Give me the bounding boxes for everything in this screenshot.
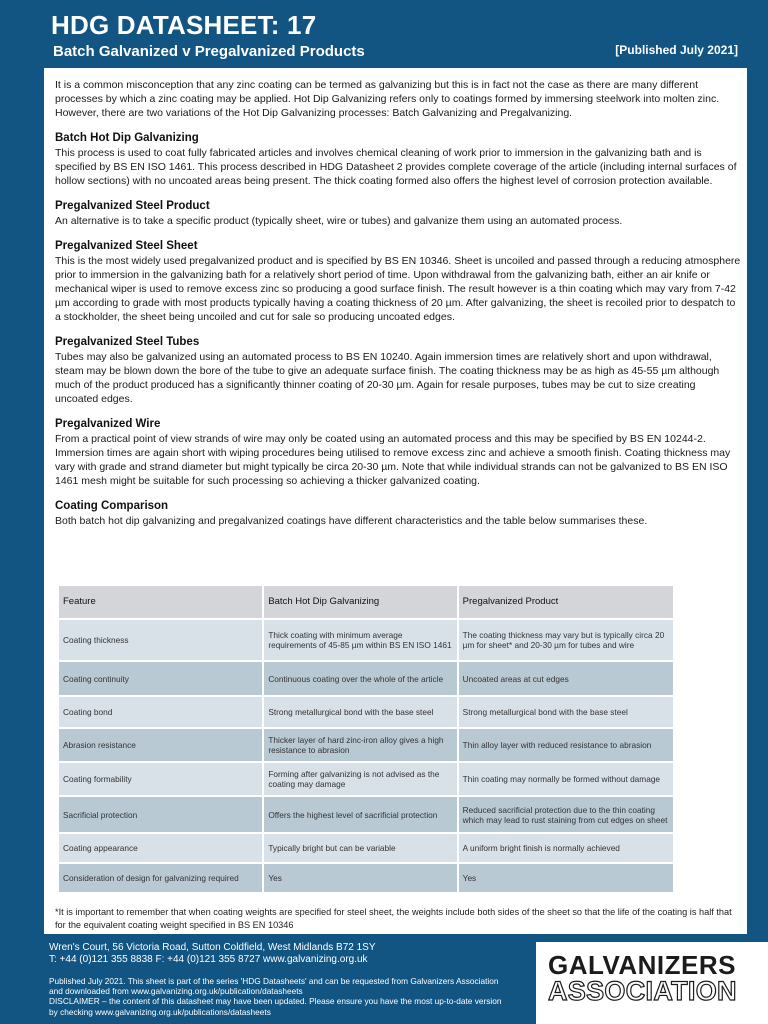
table-cell: A uniform bright finish is normally achieved: [459, 834, 673, 862]
page-header: [0, 0, 768, 68]
table-row: [59, 697, 673, 727]
section-body: This process is used to coat fully fabricated articles and involves chemical cleaning of work prior to immersion in the galvanizing bath and is specified by BS EN ISO 1461. This process described in HDG Datasheet 2 provides complete coverage of the article (including internal surfaces of hollow sections) with no uncoated areas being present. The thick coating formed also offers the highest level of corrosion protection available.: [55, 147, 737, 187]
table-header-row: [59, 586, 673, 618]
table-cell: Thicker layer of hard zinc-iron alloy gives a high resistance to abrasion: [264, 729, 456, 761]
table-header-cell: Pregalvanized Product: [459, 586, 673, 618]
section-pregalvanized-product: [55, 199, 741, 228]
content-panel: [44, 68, 747, 934]
comparison-table: [57, 584, 675, 894]
section-coating-comparison: [55, 499, 741, 528]
table-header-cell: Batch Hot Dip Galvanizing: [264, 586, 456, 618]
footer-contact: T: +44 (0)121 355 8838 F: +44 (0)121 355 8727 www.galvanizing.org.uk: [49, 954, 368, 965]
table-cell: Uncoated areas at cut edges: [459, 662, 673, 695]
table-cell: Thin alloy layer with reduced resistance to abrasion: [459, 729, 673, 761]
table-row: [59, 620, 673, 660]
table-row: [59, 763, 673, 795]
article-body: [55, 78, 741, 528]
table-header-cell: Feature: [59, 586, 262, 618]
comparison-table-wrapper: [57, 584, 671, 894]
footer-address: Wren's Court, 56 Victoria Road, Sutton Coldfield, West Midlands B72 1SY: [49, 942, 376, 953]
section-body: Tubes may also be galvanized using an automated process to BS EN 10240. Again immersion times are relatively short and upon withdrawal, steam may be blown down the bore of the tube to give an adequate surface finish. The coating thickness may be as high as 45-55 µm although much of the product produced has a significantly thinner coating of 20-30 µm. Again for resale purposes, tubes may be cut to size creating uncoated edges.: [55, 351, 720, 405]
section-pregalvanized-wire: [55, 417, 741, 488]
published-note: Published July 2021. This sheet is part of the series 'HDG Datasheets' and can be requested from Galvanizers Association and downloaded from www.galvanizing.org.uk/publication/datasheets: [49, 976, 499, 997]
table-cell: Thin coating may normally be formed without damage: [459, 763, 673, 795]
table-cell: Sacrificial protection: [59, 797, 262, 832]
table-row: [59, 729, 673, 761]
table-cell: Consideration of design for galvanizing required: [59, 864, 262, 892]
table-cell: Yes: [264, 864, 456, 892]
section-body: This is the most widely used pregalvanized product and is specified by BS EN 10346. Sheet is uncoiled and passed through a reducing atmosphere prior to immersion in the galvanizing bath for a relatively short period of time. Upon withdrawal from the galvanizing bath, either an air knife or mechanical wiper is used to remove excess zinc so producing a good surface finish. The result however is a thin coating which may vary from 7-42 µm according to grade with most products typically having a coating thickness of 20 µm. After galvanizing, the sheet is recoiled prior to despatch to a stockholder, the sheet being uncoiled and cut for sale so producing uncoated edges.: [55, 255, 741, 323]
table-cell: Coating bond: [59, 697, 262, 727]
logo-line-1: GALVANIZERS: [548, 950, 736, 980]
table-cell: Coating formability: [59, 763, 262, 795]
table-cell: Strong metallurgical bond with the base steel: [264, 697, 456, 727]
datasheet-subtitle: Batch Galvanized v Pregalvanized Products: [53, 43, 365, 60]
table-cell: The coating thickness may vary but is typically circa 20 µm for sheet* and 20-30 µm for tubes and wire: [459, 620, 673, 660]
table-cell: Typically bright but can be variable: [264, 834, 456, 862]
section-pregalvanized-sheet: [55, 239, 741, 324]
section-heading: Pregalvanized Steel Product: [55, 200, 210, 212]
table-cell: Strong metallurgical bond with the base steel: [459, 697, 673, 727]
table-row: [59, 662, 673, 695]
table-cell: Reduced sacrificial protection due to the thin coating which may lead to rust staining from cut edges on sheet: [459, 797, 673, 832]
footnote: *It is important to remember that when coating weights are specified for steel sheet, the weights include both sides of the sheet so that the life of the coating is half that for the equivalent coating weight specified in BS EN 10346: [55, 907, 732, 931]
footer-address-block: [49, 942, 376, 966]
table-row: [59, 834, 673, 862]
section-body: An alternative is to take a specific product (typically sheet, wire or tubes) and galvanize them using an automated process.: [55, 215, 623, 227]
table-cell: Coating thickness: [59, 620, 262, 660]
table-cell: Coating continuity: [59, 662, 262, 695]
logo-line-2: ASSOCIATION: [548, 976, 737, 1006]
section-body: From a practical point of view strands of wire may only be coated using an automated process and this may be specified by BS EN 10244-2. Immersion times are again short with wiping procedures being utilised to remove excess zinc and achieve a smooth finish. Coating thickness may vary with grade and strand diameter but might typically be circa 20-30 µm. Note that while individual strands can not be galvanized to BS EN ISO 1461 mesh might be suitable for such processing so achieving a thicker galvanized coating.: [55, 433, 731, 487]
table-cell: Abrasion resistance: [59, 729, 262, 761]
table-row: [59, 797, 673, 832]
section-pregalvanized-tubes: [55, 335, 741, 406]
section-body: Both batch hot dip galvanizing and pregalvanized coatings have different characteristics and the table below summarises these.: [55, 515, 648, 527]
disclaimer: DISCLAIMER – the content of this datasheet may have been updated. Please ensure you have the most up-to-date version by checking www.galvanizing.org.uk/publications/datasheets: [49, 996, 502, 1017]
section-batch-hot-dip: [55, 131, 741, 188]
section-heading: Pregalvanized Steel Sheet: [55, 240, 198, 252]
published-date: [Published July 2021]: [615, 43, 738, 57]
section-heading: Coating Comparison: [55, 500, 169, 512]
galvanizers-association-logo: [536, 942, 768, 1024]
table-cell: Thick coating with minimum average requirements of 45-85 µm within BS EN ISO 1461: [264, 620, 456, 660]
table-cell: Continuous coating over the whole of the article: [264, 662, 456, 695]
table-cell: Forming after galvanizing is not advised as the coating may damage: [264, 763, 456, 795]
section-heading: Pregalvanized Steel Tubes: [55, 336, 200, 348]
footer-notes: [49, 976, 504, 1017]
table-cell: Yes: [459, 864, 673, 892]
table-cell: Offers the highest level of sacrificial protection: [264, 797, 456, 832]
table-cell: Coating appearance: [59, 834, 262, 862]
page-footer: [0, 934, 768, 1024]
datasheet-title: HDG DATASHEET: 17: [51, 10, 317, 40]
section-heading: Batch Hot Dip Galvanizing: [55, 132, 199, 144]
intro-paragraph: It is a common misconception that any zinc coating can be termed as galvanizing but this is in fact not the case as there are many different processes by which a zinc coating may be applied. Hot Dip Galvanizing refers only to coatings formed by immersing steelwork into molten zinc. However, there are two variations of the Hot Dip Galvanizing processes: Batch Galvanizing and Pregalvanizing.: [55, 79, 720, 119]
table-row: [59, 864, 673, 892]
section-heading: Pregalvanized Wire: [55, 418, 161, 430]
